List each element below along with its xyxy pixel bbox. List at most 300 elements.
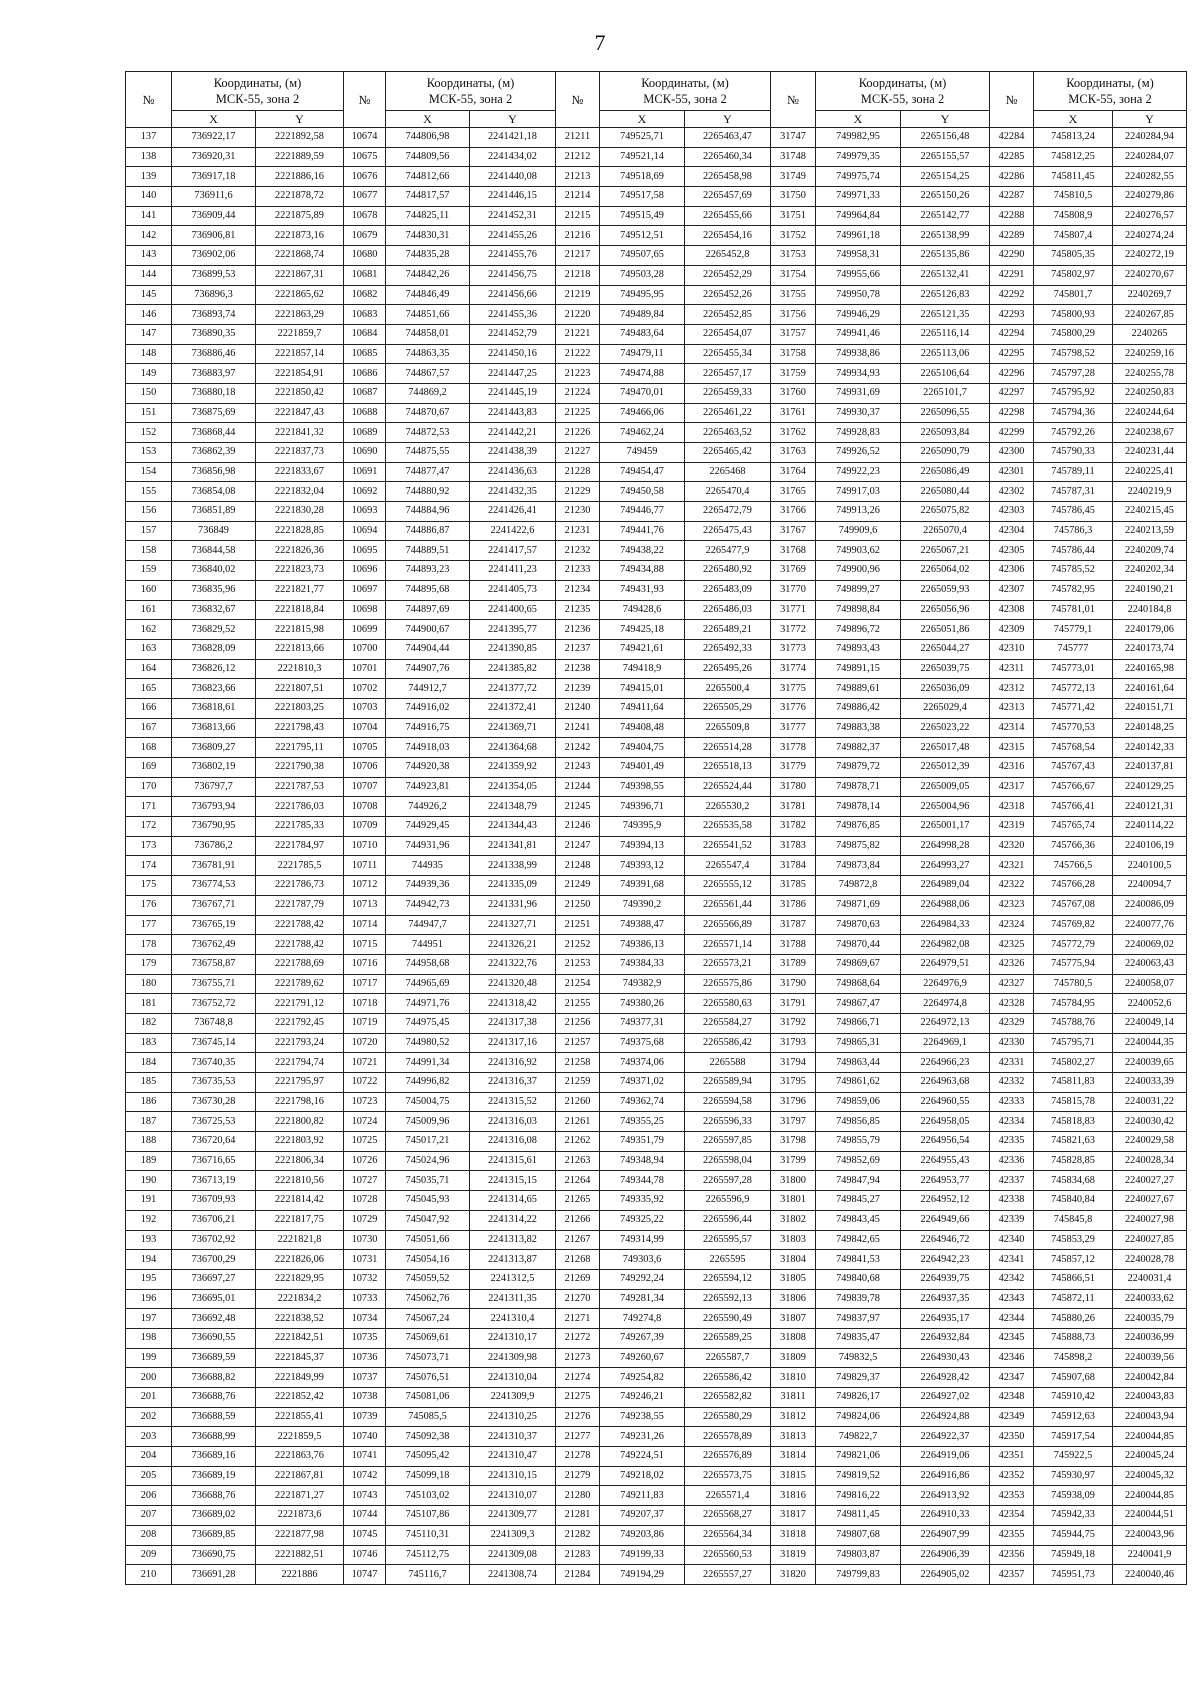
x-coordinate-cell: 745768,54: [1034, 738, 1113, 758]
y-column-header: Y: [256, 111, 344, 128]
y-coordinate-cell: 2265568,27: [685, 1506, 771, 1526]
point-number-cell: 10712: [344, 876, 386, 896]
x-coordinate-cell: 749521,14: [600, 147, 685, 167]
y-coordinate-cell: 2240255,78: [1113, 364, 1187, 384]
point-number-cell: 10716: [344, 954, 386, 974]
y-coordinate-cell: 2240250,83: [1113, 383, 1187, 403]
point-number-cell: 31767: [771, 521, 816, 541]
x-coordinate-cell: 745785,52: [1034, 561, 1113, 581]
x-coordinate-cell: 736875,69: [172, 403, 256, 423]
point-number-cell: 42312: [990, 679, 1034, 699]
point-number-cell: 31769: [771, 561, 816, 581]
point-number-cell: 31772: [771, 620, 816, 640]
y-coordinate-cell: 2240027,67: [1113, 1191, 1187, 1211]
point-number-cell: 42309: [990, 620, 1034, 640]
x-coordinate-cell: 744912,7: [386, 679, 470, 699]
x-coordinate-cell: 744920,38: [386, 758, 470, 778]
y-coordinate-cell: 2221863,76: [256, 1447, 344, 1467]
point-number-cell: 31762: [771, 423, 816, 443]
x-coordinate-cell: 745103,02: [386, 1486, 470, 1506]
x-coordinate-cell: 745792,26: [1034, 423, 1113, 443]
point-number-cell: 21283: [556, 1545, 600, 1565]
y-coordinate-cell: 2265029,4: [901, 698, 990, 718]
x-coordinate-cell: 744817,57: [386, 187, 470, 207]
y-coordinate-cell: 2241317,38: [470, 1013, 556, 1033]
x-coordinate-cell: 745944,75: [1034, 1525, 1113, 1545]
point-number-cell: 31818: [771, 1525, 816, 1545]
point-number-cell: 142: [126, 226, 172, 246]
table-row: [126, 1191, 1187, 1211]
y-coordinate-cell: 2265560,53: [685, 1545, 771, 1565]
x-coordinate-cell: 744809,56: [386, 147, 470, 167]
x-coordinate-cell: 749946,29: [816, 305, 901, 325]
x-coordinate-cell: 736735,53: [172, 1073, 256, 1093]
x-coordinate-cell: 745857,12: [1034, 1250, 1113, 1270]
y-coordinate-cell: 2264955,43: [901, 1151, 990, 1171]
y-coordinate-cell: 2240031,4: [1113, 1269, 1187, 1289]
point-number-cell: 156: [126, 502, 172, 522]
point-number-cell: 10736: [344, 1348, 386, 1368]
x-coordinate-cell: 744965,69: [386, 974, 470, 994]
point-number-cell: 10724: [344, 1112, 386, 1132]
x-coordinate-cell: 745907,68: [1034, 1368, 1113, 1388]
y-coordinate-cell: 2265492,33: [685, 639, 771, 659]
point-number-cell: 191: [126, 1191, 172, 1211]
point-number-cell: 31807: [771, 1309, 816, 1329]
x-coordinate-cell: 736828,09: [172, 639, 256, 659]
y-coordinate-cell: 2221873,16: [256, 226, 344, 246]
y-coordinate-cell: 2221833,67: [256, 462, 344, 482]
x-coordinate-cell: 749958,31: [816, 246, 901, 266]
y-coordinate-cell: 2240148,25: [1113, 718, 1187, 738]
y-coordinate-cell: 2221830,28: [256, 502, 344, 522]
y-coordinate-cell: 2241443,83: [470, 403, 556, 423]
point-number-cell: 10710: [344, 836, 386, 856]
point-number-cell: 42286: [990, 167, 1034, 187]
y-coordinate-cell: 2241421,18: [470, 128, 556, 148]
point-number-cell: 42325: [990, 935, 1034, 955]
x-coordinate-cell: 749886,42: [816, 698, 901, 718]
point-number-cell: 10719: [344, 1013, 386, 1033]
y-coordinate-cell: 2264966,23: [901, 1053, 990, 1073]
x-coordinate-cell: 745866,51: [1034, 1269, 1113, 1289]
point-number-cell: 169: [126, 758, 172, 778]
table-row: [126, 1486, 1187, 1506]
y-coordinate-cell: 2240045,24: [1113, 1447, 1187, 1467]
table-row: [126, 600, 1187, 620]
y-coordinate-cell: 2241316,08: [470, 1132, 556, 1152]
x-coordinate-cell: 749462,24: [600, 423, 685, 443]
y-coordinate-cell: 2221810,3: [256, 659, 344, 679]
x-coordinate-cell: 749882,37: [816, 738, 901, 758]
x-coordinate-cell: 744825,11: [386, 206, 470, 226]
x-coordinate-cell: 736906,81: [172, 226, 256, 246]
x-coordinate-cell: 744875,55: [386, 443, 470, 463]
table-row: [126, 1013, 1187, 1033]
x-coordinate-cell: 749819,52: [816, 1466, 901, 1486]
x-coordinate-cell: 745798,52: [1034, 344, 1113, 364]
point-number-cell: 143: [126, 246, 172, 266]
table-row: [126, 836, 1187, 856]
x-coordinate-cell: 745813,24: [1034, 128, 1113, 148]
y-coordinate-cell: 2265075,82: [901, 502, 990, 522]
y-coordinate-cell: 2265480,92: [685, 561, 771, 581]
point-number-cell: 10679: [344, 226, 386, 246]
x-coordinate-cell: 749411,64: [600, 698, 685, 718]
point-number-cell: 205: [126, 1466, 172, 1486]
x-coordinate-cell: 749450,58: [600, 482, 685, 502]
x-coordinate-cell: 749281,34: [600, 1289, 685, 1309]
y-coordinate-cell: 2221886,16: [256, 167, 344, 187]
x-coordinate-cell: 744931,96: [386, 836, 470, 856]
x-coordinate-cell: 745069,61: [386, 1328, 470, 1348]
point-number-cell: 31805: [771, 1269, 816, 1289]
point-number-cell: 21213: [556, 167, 600, 187]
point-number-cell: 209: [126, 1545, 172, 1565]
y-coordinate-cell: 2221821,77: [256, 580, 344, 600]
x-coordinate-cell: 745781,01: [1034, 600, 1113, 620]
point-number-cell: 21279: [556, 1466, 600, 1486]
point-number-cell: 42298: [990, 403, 1034, 423]
point-number-cell: 42335: [990, 1132, 1034, 1152]
y-coordinate-cell: 2264958,05: [901, 1112, 990, 1132]
x-coordinate-cell: 736781,91: [172, 856, 256, 876]
coordinates-header-title: Координаты, (м): [641, 76, 729, 90]
x-coordinate-cell: 749875,82: [816, 836, 901, 856]
y-coordinate-cell: 2265547,4: [685, 856, 771, 876]
y-coordinate-cell: 2264928,42: [901, 1368, 990, 1388]
x-coordinate-cell: 749325,22: [600, 1210, 685, 1230]
point-number-cell: 137: [126, 128, 172, 148]
x-coordinate-cell: 749971,33: [816, 187, 901, 207]
point-number-cell: 42349: [990, 1407, 1034, 1427]
y-coordinate-cell: 2241436,63: [470, 462, 556, 482]
x-coordinate-cell: 745767,43: [1034, 758, 1113, 778]
x-coordinate-cell: 749964,84: [816, 206, 901, 226]
y-coordinate-cell: 2221863,29: [256, 305, 344, 325]
point-number-cell: 21239: [556, 679, 600, 699]
x-coordinate-cell: 749398,55: [600, 777, 685, 797]
x-coordinate-cell: 749459: [600, 443, 685, 463]
point-number-cell: 31781: [771, 797, 816, 817]
point-number-cell: 10737: [344, 1368, 386, 1388]
x-coordinate-cell: 749395,9: [600, 817, 685, 837]
x-coordinate-cell: 744929,45: [386, 817, 470, 837]
x-coordinate-cell: 745930,97: [1034, 1466, 1113, 1486]
point-number-cell: 188: [126, 1132, 172, 1152]
point-number-cell: 199: [126, 1348, 172, 1368]
y-coordinate-cell: 2221841,32: [256, 423, 344, 443]
point-number-cell: 21249: [556, 876, 600, 896]
y-coordinate-cell: 2265150,26: [901, 187, 990, 207]
point-number-cell: 42301: [990, 462, 1034, 482]
point-number-cell: 31786: [771, 895, 816, 915]
x-coordinate-cell: 749872,8: [816, 876, 901, 896]
x-column-header: X: [172, 111, 256, 128]
y-coordinate-cell: 2265596,44: [685, 1210, 771, 1230]
y-coordinate-cell: 2240202,34: [1113, 561, 1187, 581]
x-coordinate-cell: 749238,55: [600, 1407, 685, 1427]
y-column-header: Y: [1113, 111, 1187, 128]
point-number-cell: 42346: [990, 1348, 1034, 1368]
point-number-cell: 31763: [771, 443, 816, 463]
point-number-cell: 186: [126, 1092, 172, 1112]
table-row: [126, 128, 1187, 148]
y-coordinate-cell: 2241455,26: [470, 226, 556, 246]
point-number-cell: 42333: [990, 1092, 1034, 1112]
y-coordinate-cell: 2265461,22: [685, 403, 771, 423]
point-number-cell: 31802: [771, 1210, 816, 1230]
x-coordinate-cell: 744863,35: [386, 344, 470, 364]
point-number-cell: 155: [126, 482, 172, 502]
point-number-cell: 163: [126, 639, 172, 659]
table-row: [126, 1466, 1187, 1486]
x-coordinate-cell: 744926,2: [386, 797, 470, 817]
x-coordinate-cell: 744806,98: [386, 128, 470, 148]
x-coordinate-cell: 749431,93: [600, 580, 685, 600]
y-coordinate-cell: 2240173,74: [1113, 639, 1187, 659]
table-row: [126, 1092, 1187, 1112]
y-coordinate-cell: 2241310,25: [470, 1407, 556, 1427]
x-coordinate-cell: 745910,42: [1034, 1388, 1113, 1408]
point-number-cell: 10696: [344, 561, 386, 581]
x-coordinate-cell: 749913,26: [816, 502, 901, 522]
x-coordinate-cell: 736740,35: [172, 1053, 256, 1073]
x-coordinate-cell: 745951,73: [1034, 1565, 1113, 1585]
y-coordinate-cell: 2265142,77: [901, 206, 990, 226]
point-number-cell: 10674: [344, 128, 386, 148]
x-coordinate-cell: 745802,27: [1034, 1053, 1113, 1073]
y-coordinate-cell: 2221826,06: [256, 1250, 344, 1270]
point-number-cell: 31775: [771, 679, 816, 699]
x-coordinate-cell: 745805,35: [1034, 246, 1113, 266]
point-number-cell: 160: [126, 580, 172, 600]
x-coordinate-cell: 736883,97: [172, 364, 256, 384]
point-number-cell: 21259: [556, 1073, 600, 1093]
x-coordinate-cell: 736832,67: [172, 600, 256, 620]
y-coordinate-cell: 2264930,43: [901, 1348, 990, 1368]
y-coordinate-cell: 2221867,81: [256, 1466, 344, 1486]
y-coordinate-cell: 2265090,79: [901, 443, 990, 463]
point-number-cell: 21260: [556, 1092, 600, 1112]
x-coordinate-cell: 736688,82: [172, 1368, 256, 1388]
x-coordinate-cell: 749826,17: [816, 1388, 901, 1408]
y-coordinate-cell: 2240272,19: [1113, 246, 1187, 266]
x-coordinate-cell: 745828,85: [1034, 1151, 1113, 1171]
y-coordinate-cell: 2265530,2: [685, 797, 771, 817]
x-coordinate-cell: 749355,25: [600, 1112, 685, 1132]
point-number-cell: 31798: [771, 1132, 816, 1152]
y-coordinate-cell: 2240033,62: [1113, 1289, 1187, 1309]
point-number-cell: 31778: [771, 738, 816, 758]
y-coordinate-cell: 2265452,8: [685, 246, 771, 266]
y-coordinate-cell: 2241308,74: [470, 1565, 556, 1585]
point-number-cell: 42336: [990, 1151, 1034, 1171]
point-number-cell: 21237: [556, 639, 600, 659]
x-coordinate-cell: 744916,75: [386, 718, 470, 738]
x-coordinate-cell: 745786,3: [1034, 521, 1113, 541]
y-coordinate-cell: 2265454,16: [685, 226, 771, 246]
y-coordinate-cell: 2241447,25: [470, 364, 556, 384]
point-number-cell: 10694: [344, 521, 386, 541]
y-coordinate-cell: 2265489,21: [685, 620, 771, 640]
x-coordinate-cell: 745766,67: [1034, 777, 1113, 797]
y-coordinate-cell: 2241438,39: [470, 443, 556, 463]
y-coordinate-cell: 2265595: [685, 1250, 771, 1270]
x-coordinate-cell: 736716,65: [172, 1151, 256, 1171]
point-number-cell: 31759: [771, 364, 816, 384]
x-coordinate-cell: 745773,01: [1034, 659, 1113, 679]
point-number-cell: 158: [126, 541, 172, 561]
x-coordinate-cell: 749878,14: [816, 797, 901, 817]
x-coordinate-cell: 749380,26: [600, 994, 685, 1014]
y-coordinate-cell: 2241310,15: [470, 1466, 556, 1486]
point-number-cell: 10676: [344, 167, 386, 187]
point-number-cell: 21254: [556, 974, 600, 994]
table-row: [126, 1132, 1187, 1152]
y-coordinate-cell: 2265004,96: [901, 797, 990, 817]
point-number-cell: 10709: [344, 817, 386, 837]
x-coordinate-cell: 745099,18: [386, 1466, 470, 1486]
table-row: [126, 423, 1187, 443]
x-coordinate-cell: 749446,77: [600, 502, 685, 522]
y-coordinate-cell: 2265535,58: [685, 817, 771, 837]
x-coordinate-cell: 745917,54: [1034, 1427, 1113, 1447]
point-number-cell: 31773: [771, 639, 816, 659]
y-coordinate-cell: 2241310,04: [470, 1368, 556, 1388]
point-number-cell: 175: [126, 876, 172, 896]
point-number-cell: 21280: [556, 1486, 600, 1506]
point-number-cell: 166: [126, 698, 172, 718]
x-coordinate-cell: 749421,61: [600, 639, 685, 659]
point-number-cell: 31797: [771, 1112, 816, 1132]
point-number-cell: 42342: [990, 1269, 1034, 1289]
y-coordinate-cell: 2265596,9: [685, 1191, 771, 1211]
y-coordinate-cell: 2241452,79: [470, 324, 556, 344]
point-number-cell: 42304: [990, 521, 1034, 541]
x-coordinate-cell: 744870,67: [386, 403, 470, 423]
y-coordinate-cell: 2221865,62: [256, 285, 344, 305]
x-coordinate-cell: 736752,72: [172, 994, 256, 1014]
point-number-cell: 21246: [556, 817, 600, 837]
y-coordinate-cell: 2265594,12: [685, 1269, 771, 1289]
point-number-cell: 31800: [771, 1171, 816, 1191]
x-coordinate-cell: 745067,24: [386, 1309, 470, 1329]
x-coordinate-cell: 744923,81: [386, 777, 470, 797]
y-coordinate-cell: 2241446,15: [470, 187, 556, 207]
y-coordinate-cell: 2240161,64: [1113, 679, 1187, 699]
point-number-cell: 144: [126, 265, 172, 285]
y-coordinate-cell: 2221784,97: [256, 836, 344, 856]
x-coordinate-cell: 749303,6: [600, 1250, 685, 1270]
point-number-cell: 21228: [556, 462, 600, 482]
y-coordinate-cell: 2240269,7: [1113, 285, 1187, 305]
y-coordinate-cell: 2264974,8: [901, 994, 990, 1014]
y-coordinate-cell: 2265596,33: [685, 1112, 771, 1132]
y-coordinate-cell: 2240036,99: [1113, 1328, 1187, 1348]
number-column-header: №: [771, 72, 816, 128]
coordinates-header: [386, 72, 556, 111]
x-coordinate-cell: 745880,26: [1034, 1309, 1113, 1329]
x-coordinate-cell: 744939,36: [386, 876, 470, 896]
y-coordinate-cell: 2265509,8: [685, 718, 771, 738]
x-coordinate-cell: 744893,23: [386, 561, 470, 581]
x-coordinate-cell: 736692,48: [172, 1309, 256, 1329]
y-coordinate-cell: 2264984,33: [901, 915, 990, 935]
point-number-cell: 162: [126, 620, 172, 640]
point-number-cell: 10715: [344, 935, 386, 955]
y-coordinate-cell: 2264919,06: [901, 1447, 990, 1467]
y-coordinate-cell: 2265590,49: [685, 1309, 771, 1329]
y-coordinate-cell: 2240077,76: [1113, 915, 1187, 935]
point-number-cell: 31806: [771, 1289, 816, 1309]
x-coordinate-cell: 749934,93: [816, 364, 901, 384]
y-coordinate-cell: 2265093,84: [901, 423, 990, 443]
x-coordinate-cell: 745949,18: [1034, 1545, 1113, 1565]
x-coordinate-cell: 745073,71: [386, 1348, 470, 1368]
point-number-cell: 187: [126, 1112, 172, 1132]
point-number-cell: 10706: [344, 758, 386, 778]
x-coordinate-cell: 749351,79: [600, 1132, 685, 1152]
point-number-cell: 10678: [344, 206, 386, 226]
y-coordinate-cell: 2265592,13: [685, 1289, 771, 1309]
y-coordinate-cell: 2264939,75: [901, 1269, 990, 1289]
y-coordinate-cell: 2221832,04: [256, 482, 344, 502]
x-coordinate-cell: 745810,5: [1034, 187, 1113, 207]
y-coordinate-cell: 2265595,57: [685, 1230, 771, 1250]
y-coordinate-cell: 2221826,36: [256, 541, 344, 561]
y-coordinate-cell: 2241390,85: [470, 639, 556, 659]
x-coordinate-cell: 744895,68: [386, 580, 470, 600]
y-coordinate-cell: 2265597,85: [685, 1132, 771, 1152]
point-number-cell: 42350: [990, 1427, 1034, 1447]
y-coordinate-cell: 2265483,09: [685, 580, 771, 600]
x-coordinate-cell: 749865,31: [816, 1033, 901, 1053]
point-number-cell: 147: [126, 324, 172, 344]
coordinates-header-title: Координаты, (м): [858, 76, 947, 90]
point-number-cell: 10735: [344, 1328, 386, 1348]
x-coordinate-cell: 749837,97: [816, 1309, 901, 1329]
x-coordinate-cell: 744830,31: [386, 226, 470, 246]
y-coordinate-cell: 2221813,66: [256, 639, 344, 659]
x-coordinate-cell: 749878,71: [816, 777, 901, 797]
x-coordinate-cell: 749845,27: [816, 1191, 901, 1211]
y-coordinate-cell: 2265452,29: [685, 265, 771, 285]
y-coordinate-cell: 2240049,14: [1113, 1013, 1187, 1033]
y-coordinate-cell: 2265470,4: [685, 482, 771, 502]
y-coordinate-cell: 2241314,65: [470, 1191, 556, 1211]
x-coordinate-cell: 745047,92: [386, 1210, 470, 1230]
y-coordinate-cell: 2221795,97: [256, 1073, 344, 1093]
x-coordinate-cell: 749873,84: [816, 856, 901, 876]
y-coordinate-cell: 2241310,17: [470, 1328, 556, 1348]
table-row: [126, 324, 1187, 344]
number-column-header: №: [126, 72, 172, 128]
x-coordinate-cell: 749824,06: [816, 1407, 901, 1427]
table-row: [126, 876, 1187, 896]
y-coordinate-cell: 2265589,25: [685, 1328, 771, 1348]
x-coordinate-cell: 749871,69: [816, 895, 901, 915]
point-number-cell: 31766: [771, 502, 816, 522]
x-coordinate-cell: 749941,46: [816, 324, 901, 344]
point-number-cell: 42314: [990, 718, 1034, 738]
x-coordinate-cell: 745790,33: [1034, 443, 1113, 463]
point-number-cell: 21268: [556, 1250, 600, 1270]
x-coordinate-cell: 749454,47: [600, 462, 685, 482]
table-row: [126, 541, 1187, 561]
table-row: [126, 817, 1187, 837]
point-number-cell: 171: [126, 797, 172, 817]
